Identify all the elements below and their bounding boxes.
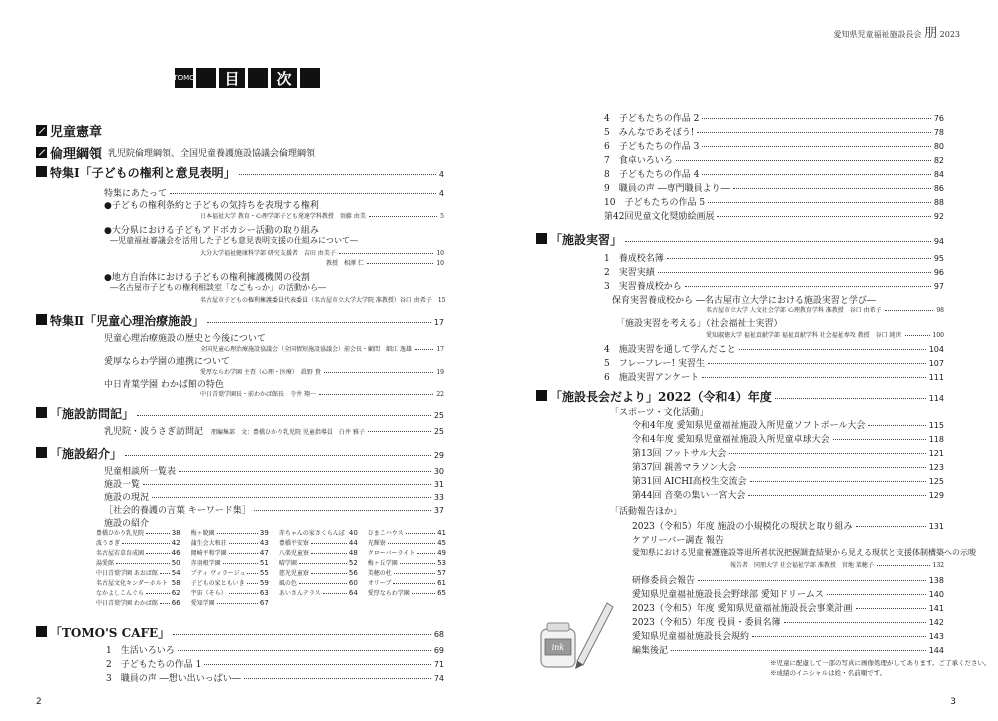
facility-name: 豊橋平安寮 bbox=[278, 540, 309, 547]
facility-name: 愛知学園 bbox=[190, 600, 215, 607]
facility-page: 48 bbox=[348, 549, 358, 557]
facility-item[interactable] bbox=[96, 598, 181, 607]
facility-item[interactable] bbox=[279, 568, 358, 577]
facility-page: 66 bbox=[171, 599, 181, 607]
facility-name: ブティ ヴィラージュ bbox=[190, 570, 246, 577]
facility-item[interactable] bbox=[96, 568, 181, 577]
toc-entry[interactable]: 特集Ⅱ「児童心理治療施設」 17 bbox=[36, 312, 444, 329]
toc-entry[interactable]: ケアリーバー調査 報告 bbox=[632, 536, 725, 546]
facility-page: 42 bbox=[171, 539, 181, 547]
toc-entry[interactable]: ［社会的養護の言葉 キーワード集］ 37 bbox=[104, 506, 444, 516]
facility-page: 63 bbox=[259, 589, 269, 597]
facility-page: 47 bbox=[259, 549, 269, 557]
facility-item[interactable] bbox=[368, 528, 446, 537]
facility-name: 愛厚ならわ学園 bbox=[367, 590, 410, 597]
facility-name: 子どもの家ともいき bbox=[190, 580, 245, 587]
facility-item[interactable] bbox=[191, 588, 269, 597]
toc-entry[interactable]: 「施設紹介」 29 bbox=[36, 445, 444, 462]
header-year: 2023 bbox=[939, 30, 960, 39]
author-line: 愛厚ならわ学園 主査（心理・医療） 眞野 貴 19 bbox=[200, 369, 444, 376]
ink-pen-illustration bbox=[535, 595, 615, 675]
facility-page: 53 bbox=[437, 559, 446, 567]
author-line: 愛知淑徳大学 福祉貢献学部 福祉貢献学科 社会福祉専攻 教授 谷口 純世 100 bbox=[706, 332, 944, 339]
subsection-heading: 「活動報告ほか」 bbox=[610, 507, 683, 517]
running-header bbox=[834, 22, 960, 41]
facility-item[interactable] bbox=[279, 548, 358, 557]
toc-entry[interactable]: 施設の紹介 bbox=[104, 519, 150, 529]
toc-entry[interactable]: 7 食卓いろいろ 82 bbox=[604, 156, 944, 166]
facility-page: 43 bbox=[259, 539, 269, 547]
toc-entry[interactable]: 児童相談所一覧表 30 bbox=[104, 467, 444, 477]
toc-entry[interactable]: 施設一覧 31 bbox=[104, 480, 444, 490]
page-number-right: 3 bbox=[950, 697, 956, 707]
facility-page: 45 bbox=[437, 539, 446, 547]
toc-entry[interactable]: 「TOMO'S CAFE」 68 bbox=[36, 624, 444, 641]
section-heading[interactable]: 倫理綱領 乳児院倫理綱領、全国児童養護施設協議会倫理綱領 bbox=[36, 143, 315, 162]
facility-item[interactable] bbox=[279, 538, 358, 547]
toc-entry[interactable]: 第13回 フットサル大会 121 bbox=[632, 449, 944, 459]
facility-page: 49 bbox=[437, 549, 446, 557]
facility-name: ひまこハウス bbox=[367, 530, 404, 537]
facility-name: オリーブ bbox=[367, 580, 392, 587]
facility-grid bbox=[96, 528, 446, 607]
facility-name: 名古屋若草育成園 bbox=[96, 550, 145, 557]
pen-icon bbox=[36, 125, 47, 136]
toc-entry[interactable]: 施設の現況 33 bbox=[104, 493, 444, 503]
toc-entry[interactable]: 愛知県児童福祉施設長会規約 143 bbox=[632, 632, 944, 642]
toc-entry[interactable]: 3 実習養成校から 97 bbox=[604, 282, 944, 292]
facility-name: 湯愛館 bbox=[96, 560, 115, 567]
author-line: 全国児童心理治療施設協議会（全国情短施設協議会）前会長・顧問 細江 逸雄 17 bbox=[200, 346, 444, 353]
facility-item[interactable] bbox=[368, 558, 446, 567]
toc-entry[interactable]: 9 職員の声 ―専門職員より― 86 bbox=[604, 184, 944, 194]
ink-label: ink bbox=[551, 643, 565, 652]
toc-entry[interactable]: 2 子どもたちの作品 1 71 bbox=[106, 660, 444, 670]
toc-entry[interactable]: ―児童福祉審議会を活用した子ども意見表明支援の仕組みについて― bbox=[110, 236, 358, 245]
toc-entry[interactable]: 「施設長会だより」2022（令和4）年度 114 bbox=[536, 388, 944, 405]
facility-item[interactable] bbox=[96, 528, 181, 537]
facility-item[interactable] bbox=[191, 558, 269, 567]
facility-item[interactable] bbox=[96, 578, 181, 587]
facility-item[interactable] bbox=[279, 588, 358, 597]
toc-entry[interactable]: 2023（令和5）年度 施設の小規模化の現状と取り組み 131 bbox=[632, 522, 944, 532]
author-line: 日本福祉大学 教育・心理学部子ども発達学科教授 須藤 由美 5 bbox=[200, 213, 444, 220]
pen-icon bbox=[536, 390, 547, 401]
toc-entry[interactable]: 10 子どもたちの作品 5 88 bbox=[604, 198, 944, 208]
facility-item[interactable] bbox=[368, 538, 446, 547]
facility-name: 晴学園 bbox=[278, 560, 297, 567]
page-number-left: 2 bbox=[36, 697, 42, 707]
facility-name: 美穂の杜 bbox=[367, 570, 392, 577]
facility-name: あいさんテラス bbox=[278, 590, 321, 597]
facility-item[interactable] bbox=[279, 578, 358, 587]
pen-icon bbox=[36, 407, 47, 418]
facility-item[interactable] bbox=[191, 528, 269, 537]
facility-page: 52 bbox=[348, 559, 358, 567]
logo-char-1: 目 bbox=[219, 68, 245, 88]
toc-entry[interactable]: 2023（令和5）年度 役員・委員名簿 142 bbox=[632, 618, 944, 628]
logo-char-2: 次 bbox=[271, 68, 297, 88]
facility-name: 赤羽根学園 bbox=[190, 560, 221, 567]
facility-item[interactable] bbox=[96, 538, 181, 547]
facility-page: 41 bbox=[437, 529, 446, 537]
facility-page: 65 bbox=[437, 589, 446, 597]
facility-page: 44 bbox=[348, 539, 358, 547]
facility-item[interactable] bbox=[96, 588, 181, 597]
facility-page: 54 bbox=[171, 569, 181, 577]
facility-page: 59 bbox=[259, 579, 269, 587]
toc-entry[interactable]: 乳児院・波うさぎ訪問記 朋編集部 文：豊橋ひかり乳児院 児童指導員 白井 雅子 25 bbox=[104, 427, 444, 437]
facility-name: 名古屋文化キンダーホルト bbox=[96, 580, 168, 587]
facility-item[interactable] bbox=[279, 528, 358, 537]
toc-entry[interactable]: 5 フレーフレー! 実習生 107 bbox=[604, 359, 944, 369]
footnote: ※成績のイニシャルは姓・名前順です。 bbox=[770, 669, 887, 678]
pen-icon bbox=[36, 314, 47, 325]
toc-entry[interactable]: 特集にあたって 4 bbox=[104, 189, 444, 199]
facility-name: 中日青葉学園 わかば館 bbox=[96, 600, 158, 607]
toc-entry[interactable]: ●地方自治体における子どもの権利擁護機関の役割 bbox=[104, 273, 310, 283]
facility-item[interactable] bbox=[96, 558, 181, 567]
toc-entry[interactable]: 児童心理治療施設の歴史と今後について bbox=[104, 334, 266, 344]
facility-item[interactable] bbox=[96, 548, 181, 557]
facility-page: 64 bbox=[348, 589, 358, 597]
toc-entry[interactable]: 1 生活いろいろ 69 bbox=[106, 646, 444, 656]
facility-page: 58 bbox=[171, 579, 181, 587]
facility-name: クローバーライト bbox=[367, 550, 416, 557]
facility-item[interactable] bbox=[368, 578, 446, 587]
section-heading[interactable]: 児童憲章 bbox=[36, 121, 102, 140]
facility-page: 46 bbox=[171, 549, 181, 557]
facility-item[interactable] bbox=[279, 558, 358, 567]
toc-entry[interactable]: 特集Ⅰ「子どもの権利と意見表明」 4 bbox=[36, 164, 444, 181]
pen-icon bbox=[36, 447, 47, 458]
toc-entry[interactable]: 愛知県における児童養護施設等退所者状況把握調査結果から見える現状と支援体制構築への示唆 bbox=[632, 548, 976, 557]
facility-item[interactable] bbox=[368, 568, 446, 577]
toc-entry[interactable]: 「施設実習を考える」（社会福祉士実習） bbox=[616, 319, 783, 329]
facility-name: 蒲生会大和荘 bbox=[190, 540, 227, 547]
toc-entry[interactable]: 2023（令和5）年度 愛知県児童福祉施設長会事業計画 141 bbox=[632, 604, 944, 614]
toc-entry[interactable]: 「施設訪問記」 25 bbox=[36, 405, 444, 422]
author-line: 名古屋市子どもの権利擁護委員代表委員（名古屋市立大学大学院 准教授）谷口 由希子 15 bbox=[200, 297, 446, 304]
facility-page: 40 bbox=[348, 529, 358, 537]
toc-entry[interactable]: 中日青葉学園 わかば館の特色 bbox=[104, 380, 224, 390]
footnotes bbox=[770, 658, 990, 679]
toc-entry[interactable]: 6 施設実習アンケート 111 bbox=[604, 373, 944, 383]
facility-page: 56 bbox=[348, 569, 358, 577]
facility-name: 梅ヶ暁園 bbox=[190, 530, 215, 537]
facility-item[interactable] bbox=[368, 588, 446, 597]
logo-block bbox=[248, 68, 268, 88]
facility-name: 光輝寮 bbox=[367, 540, 386, 547]
facility-name: 八楽児童寮 bbox=[278, 550, 309, 557]
facility-page: 62 bbox=[171, 589, 181, 597]
author-line: 大分大学福祉健康科学部 研究支援者 吉田 由美子 10 bbox=[200, 250, 444, 257]
facility-page: 55 bbox=[259, 569, 269, 577]
facility-page: 67 bbox=[259, 599, 269, 607]
toc-entry[interactable]: ●大分県における子どもアドボカシー活動の取り組み bbox=[104, 226, 319, 236]
toc-entry[interactable]: 1 養成校名簿 95 bbox=[604, 254, 944, 264]
facility-name: 中日青葉学園 あおば館 bbox=[96, 570, 158, 577]
header-title: 愛知県児童福祉施設長会 bbox=[833, 30, 922, 39]
facility-page: 39 bbox=[259, 529, 269, 537]
toc-entry[interactable]: 4 子どもたちの作品 2 76 bbox=[604, 114, 944, 124]
author-line: 名古屋市立大学 人文社会学部 心理教育学科 准教授 谷口 由希子 98 bbox=[706, 307, 944, 314]
toc-entry[interactable]: 令和4年度 愛知県児童福祉施設入所児童卓球大会 118 bbox=[632, 435, 944, 445]
toc-entry[interactable]: 保育実習養成校から ―名古屋市立大学における施設実習と学び― bbox=[612, 296, 876, 306]
facility-page: 38 bbox=[171, 529, 181, 537]
facility-page: 51 bbox=[259, 559, 269, 567]
toc-entry[interactable]: 第44回 音楽の集い一宮大会 129 bbox=[632, 491, 944, 501]
toc-entry[interactable]: 研修委員会報告 138 bbox=[632, 576, 944, 586]
toc-entry[interactable]: 2 実習実績 96 bbox=[604, 268, 944, 278]
toc-entry[interactable]: ●子どもの権利条約と子どもの気持ちを表現する権利 bbox=[104, 201, 319, 211]
facility-page: 57 bbox=[437, 569, 446, 577]
author-line: 教授 相澤 仁 10 bbox=[326, 260, 444, 267]
author-line: 報告者 同朋大学 社会福祉学部 准教授 宮地 菜穂子 132 bbox=[730, 562, 944, 569]
facility-item[interactable] bbox=[191, 548, 269, 557]
facility-item[interactable] bbox=[191, 568, 269, 577]
facility-name: 宇宙（そら） bbox=[190, 590, 227, 597]
facility-item[interactable] bbox=[191, 578, 269, 587]
facility-name: 梅ヶ丘学園 bbox=[367, 560, 398, 567]
toc-entry[interactable]: 第37回 親善マラソン大会 123 bbox=[632, 463, 944, 473]
pen-icon bbox=[36, 626, 47, 637]
tomo-label: TOMO bbox=[175, 68, 193, 88]
toc-entry[interactable]: 6 子どもたちの作品 3 80 bbox=[604, 142, 944, 152]
facility-name: 赤ちゃんの家さくらんぼ bbox=[278, 530, 345, 537]
facility-name: 風の色 bbox=[278, 580, 297, 587]
facility-name: 岡崎平和学園 bbox=[190, 550, 227, 557]
toc-entry[interactable]: 第42回児童文化奨励絵画展 92 bbox=[604, 212, 944, 222]
facility-name: 波うさぎ bbox=[96, 540, 121, 547]
facility-page: 50 bbox=[171, 559, 181, 567]
toc-entry[interactable]: 8 子どもたちの作品 4 84 bbox=[604, 170, 944, 180]
pen-icon bbox=[36, 147, 47, 158]
section-sub: 乳児院倫理綱領、全国児童養護施設協議会倫理綱領 bbox=[108, 149, 316, 159]
toc-entry[interactable]: 「施設実習」 94 bbox=[536, 231, 944, 248]
toc-entry[interactable]: 4 施設実習を通して学んだこと 104 bbox=[604, 345, 944, 355]
logo-block bbox=[300, 68, 320, 88]
toc-entry[interactable]: 3 職員の声 ―想い出いっぱい― 74 bbox=[106, 674, 444, 684]
facility-name: 豊橋ひかり乳児院 bbox=[96, 530, 145, 537]
footnote: ※児童に配慮して一部の写真に画像処理がしてあります。ご了承ください。 bbox=[770, 659, 991, 667]
toc-entry[interactable]: 5 みんなであそぼう! 78 bbox=[604, 128, 944, 138]
logo-block bbox=[196, 68, 216, 88]
author-line: 中日青葉学園長・前わかば館長 寺井 翔一 22 bbox=[200, 391, 444, 398]
facility-page: 61 bbox=[437, 579, 446, 587]
facility-page: 60 bbox=[348, 579, 358, 587]
toc-logo bbox=[175, 68, 320, 88]
facility-item[interactable] bbox=[368, 548, 446, 557]
facility-item[interactable] bbox=[191, 538, 269, 547]
pen-icon bbox=[536, 233, 547, 244]
facility-item[interactable] bbox=[191, 598, 269, 607]
toc-entry[interactable]: 愛知県児童福祉施設長会野球部 愛知ドリームス 140 bbox=[632, 590, 944, 600]
facility-name: なかよしこんぐら bbox=[96, 590, 145, 597]
pen-icon bbox=[36, 166, 47, 177]
toc-entry[interactable]: 編集後記 144 bbox=[632, 646, 944, 656]
toc-entry[interactable]: 第31回 AICHI高校生交流会 125 bbox=[632, 477, 944, 487]
toc-entry[interactable]: ―名古屋市子どもの権利相談室「なごもっか」の活動から― bbox=[110, 283, 326, 292]
header-mark: 朋 bbox=[924, 26, 938, 41]
toc-entry[interactable]: 愛厚ならわ学園の連携について bbox=[104, 357, 230, 367]
subsection-heading: 「スポーツ・文化活動」 bbox=[610, 408, 709, 418]
facility-name: 慈光児童寮 bbox=[278, 570, 309, 577]
toc-entry[interactable]: 令和4年度 愛知県児童福祉施設入所児童ソフトボール大会 115 bbox=[632, 421, 944, 431]
